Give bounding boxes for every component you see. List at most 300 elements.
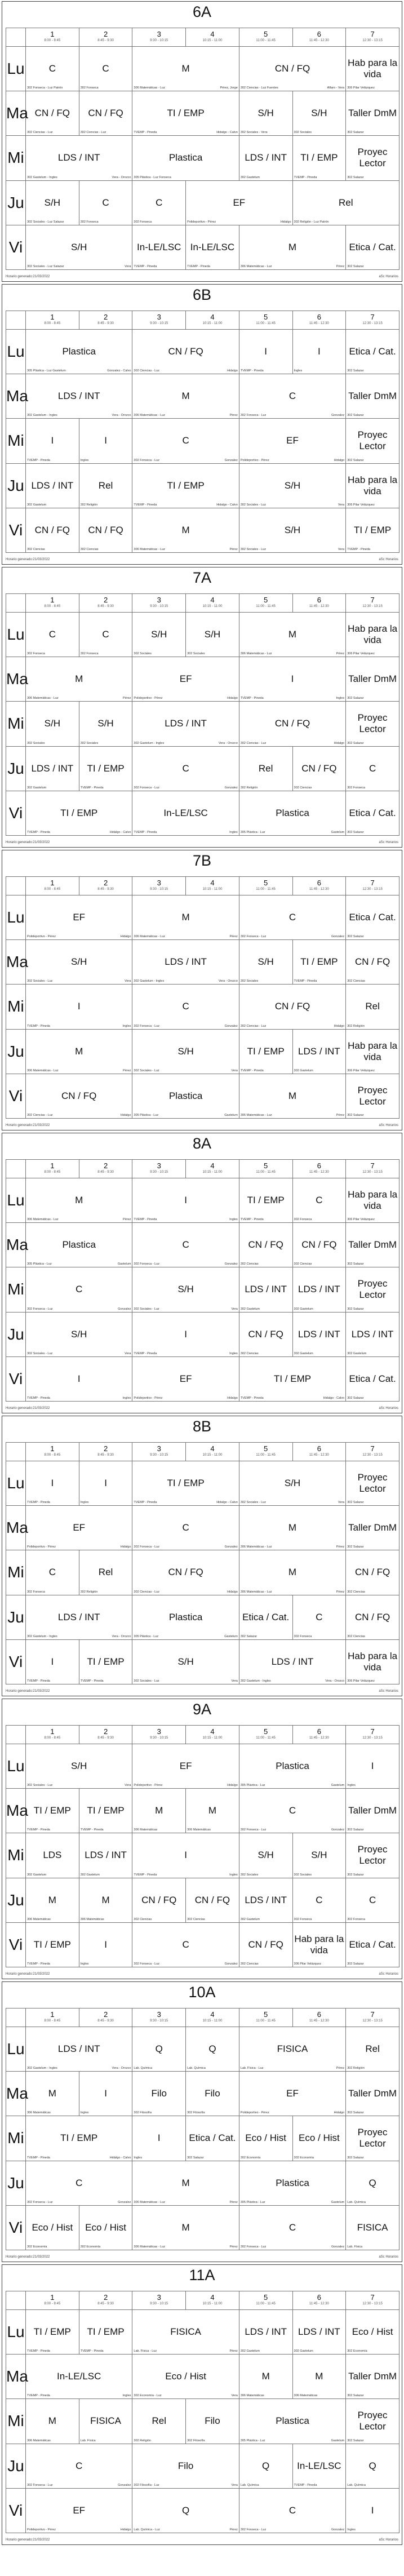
lesson-cell (26, 657, 132, 702)
period-header (346, 1726, 399, 1744)
subject-label: EF (179, 1761, 192, 1772)
subject-label: Filo (205, 2088, 220, 2099)
teacher-room-text: 302 Sociales - Luz Salazar (27, 265, 64, 268)
teacher-room-text: Polideportivo - Pérez (240, 458, 269, 462)
corner-cell (6, 1726, 26, 1744)
lesson-cell (239, 1506, 345, 1550)
teacher-room-text: Ingles (80, 458, 89, 462)
lesson-cell (239, 702, 345, 746)
teacher-room-line (27, 548, 78, 552)
lesson-cell (26, 2072, 79, 2116)
subject-label: Q (262, 2460, 270, 2471)
teacher-room-line (241, 786, 291, 790)
teacher-room-text: Ingles (229, 831, 238, 834)
teacher-room-text: 302 Religión (240, 786, 258, 790)
period-number: 3 (157, 1727, 161, 1736)
teacher-room-line (241, 503, 344, 507)
teacher-room-text: 305 Plástica - Luz (240, 2200, 265, 2204)
subject-label: I (184, 1195, 187, 1206)
subject-label: M (288, 241, 297, 252)
teacher-room-line (294, 1352, 345, 1356)
day-label: Mi (6, 1267, 26, 1312)
subject-label: C (76, 1284, 83, 1295)
teacher-room-text: 306 Matemáticas - Luz (134, 2245, 166, 2249)
subject-label: C (102, 197, 109, 208)
subject-label: Proyec Lector (357, 1472, 388, 1495)
teacher-room-line (81, 1828, 131, 1832)
lesson-cell (239, 419, 345, 463)
day-label: Vi (6, 1074, 26, 1118)
lesson-cell (346, 508, 399, 552)
period-time: 12:30 - 13:15 (362, 1453, 383, 1457)
subject-label: CN / FQ (34, 524, 70, 535)
teacher-room-line (347, 1962, 398, 1966)
teacher-room-text: Pérez (229, 548, 238, 551)
day-row (6, 2027, 399, 2072)
teacher-room-text: TVEMP - Pineda (27, 458, 50, 462)
lesson-cell (292, 1312, 346, 1356)
teacher-room-text: 306 Matemáticas (27, 2438, 51, 2442)
subject-label: C (182, 1239, 189, 1251)
period-header (132, 1160, 186, 1178)
subject-label: Q (181, 2504, 190, 2516)
teacher-room-text: TVEMP - Pineda (27, 2349, 50, 2353)
period-header (239, 1160, 292, 1178)
teacher-room-text: Pérez (336, 1590, 345, 1594)
period-time: 9:30 - 10:15 (150, 888, 168, 891)
page-footer (6, 840, 398, 845)
generator-brand: aSc Horarios (379, 2255, 398, 2259)
subject-label: CN / FQ (141, 1894, 177, 1905)
teacher-room-text: 302 Economía (80, 2245, 101, 2249)
teacher-room-text: Vera - Orozco (218, 741, 238, 745)
subject-label: I (51, 435, 54, 446)
teacher-room-text: 302 Fonseca (347, 786, 366, 790)
teacher-room-text: Vera (338, 1501, 345, 1505)
subject-label: I (104, 2088, 107, 2099)
teacher-room-line (81, 548, 131, 552)
teacher-room-line (241, 1114, 344, 1118)
period-time: 8:45 - 9:30 (97, 322, 114, 325)
teacher-room-text: 302 Gastelum (294, 2349, 313, 2353)
teacher-room-line (27, 2528, 131, 2532)
subject-label: Proyec Lector (357, 1278, 388, 1301)
teacher-room-text: Lab. Física - Luz (134, 2349, 157, 2353)
teacher-room-text: TVEMP - Pineda (27, 1024, 50, 1028)
lesson-cell (239, 1878, 292, 1922)
teacher-room-text: 302 Sociales - Luz (240, 548, 267, 551)
period-number: 1 (50, 1161, 55, 1170)
subject-label: Hab para la vida (348, 623, 398, 646)
period-header (186, 28, 239, 47)
subject-label: I (318, 346, 321, 357)
period-number: 4 (210, 1727, 215, 1736)
period-number: 1 (50, 879, 55, 887)
generated-date: Horario generado:21/03/2022 (6, 1972, 50, 1976)
subject-label: TI / EMP (33, 1939, 71, 1950)
lesson-cell (26, 702, 79, 746)
lesson-cell (239, 47, 345, 91)
lesson-cell (26, 2310, 79, 2355)
header-row (6, 1443, 399, 1461)
period-number: 7 (370, 313, 375, 321)
teacher-room-text: Vera - Orozco (218, 979, 238, 983)
subject-label: M (75, 673, 83, 685)
lesson-cell (346, 2072, 399, 2116)
teacher-room-line (27, 369, 131, 373)
teacher-room-line (347, 786, 398, 790)
subject-label: Hab para la vida (348, 1650, 398, 1673)
teacher-room-text: Lab. Física (347, 2245, 363, 2249)
lesson-cell (346, 91, 399, 136)
teacher-room-line (134, 2484, 237, 2488)
teacher-room-text: 302 Ciencias (240, 1262, 259, 1266)
teacher-room-text: 302 Salazar (347, 2156, 364, 2160)
day-row (6, 47, 399, 91)
period-time: 8:45 - 9:30 (97, 39, 114, 42)
lesson-cell (132, 330, 239, 374)
teacher-room-line (187, 2067, 238, 2070)
subject-label: Rel (98, 480, 113, 491)
period-number: 1 (50, 2293, 55, 2302)
teacher-room-line (81, 1962, 131, 1966)
teacher-room-text: 306 Matemáticas - Luz (240, 1114, 272, 1117)
teacher-room-text: 306 Matemáticas - Luz (27, 697, 59, 700)
subject-label: Filo (205, 2415, 220, 2427)
lesson-cell (132, 1074, 239, 1118)
period-time: 12:30 - 13:15 (362, 322, 383, 325)
corner-cell (6, 28, 26, 47)
teacher-room-line (347, 176, 398, 180)
teacher-room-line (27, 935, 131, 939)
generated-date: Horario generado:21/03/2022 (6, 2538, 50, 2542)
period-time: 9:30 - 10:15 (150, 2302, 168, 2305)
teacher-room-text: 302 Gastelum (27, 1873, 47, 1877)
teacher-room-line (27, 86, 78, 90)
lesson-cell (239, 1922, 292, 1967)
lesson-cell (239, 1550, 345, 1595)
subject-label: S/H (311, 1850, 327, 1861)
teacher-room-text: TVEMP - Pineda (27, 1962, 50, 1966)
period-header (132, 2009, 186, 2027)
day-label: Ma (6, 1223, 26, 1267)
teacher-room-text: 302 Salazar (347, 414, 364, 418)
teacher-room-text: 302 Sociales (27, 741, 45, 745)
period-header (132, 28, 186, 47)
lesson-cell (186, 613, 239, 657)
lesson-cell (346, 702, 399, 746)
teacher-room-line (241, 697, 344, 700)
day-row (6, 1074, 399, 1118)
period-number: 6 (317, 313, 321, 321)
teacher-room-text: 302 Salazar (347, 1545, 364, 1549)
teacher-room-text: 305 Plástica - Luz (240, 831, 265, 834)
subject-label: C (102, 63, 109, 74)
teacher-room-text: Pérez, Jorge (220, 86, 238, 90)
teacher-room-text: Gonzalez (224, 1545, 238, 1549)
subject-label: In-LE/LSC (163, 807, 208, 818)
lesson-cell (132, 374, 239, 419)
teacher-room-text: 305 Plástica - Luz (240, 1784, 265, 1788)
period-header (186, 877, 239, 895)
teacher-room-text: 302 Fonseca - Luz (27, 1307, 53, 1311)
lesson-cell (26, 985, 132, 1029)
subject-label: LDS / INT (165, 956, 207, 968)
period-header (186, 311, 239, 330)
lesson-cell (79, 508, 132, 552)
teacher-room-text: 302 Religión - Luz Patrón (294, 220, 329, 224)
teacher-room-text: Gonzalez (118, 2200, 131, 2204)
period-number: 4 (210, 313, 215, 321)
day-row (6, 330, 399, 374)
teacher-room-text: Vera - Orozco (112, 1634, 131, 1638)
lesson-cell (239, 1178, 292, 1223)
day-row (6, 1922, 399, 1967)
teacher-room-line (27, 831, 131, 835)
teacher-room-line (134, 1307, 237, 1311)
teacher-room-text: 302 Filosofía - Luz (134, 2483, 159, 2487)
teacher-room-line (241, 1501, 344, 1505)
period-header (292, 1160, 346, 1178)
day-row (6, 2310, 399, 2355)
period-time: 11:45 - 12:30 (309, 1170, 329, 1174)
teacher-room-text: 306 Matemáticas - Luz (27, 1218, 59, 1222)
day-row (6, 463, 399, 508)
timetable-title: 6A (192, 3, 212, 20)
teacher-room-line (241, 2201, 344, 2205)
day-label: Ju (6, 2161, 26, 2205)
lesson-cell (26, 1074, 132, 1118)
timetable-page (2, 1699, 402, 1979)
timetable-page (2, 2264, 402, 2545)
lesson-cell (79, 2399, 132, 2444)
lesson-cell (346, 613, 399, 657)
subject-label: CN / FQ (274, 1001, 310, 1012)
day-label: Vi (6, 225, 26, 269)
teacher-room-line (134, 1069, 237, 1073)
teacher-room-text: 302 Filosofía (187, 2111, 205, 2115)
teacher-room-line (241, 831, 344, 835)
lesson-cell (26, 1639, 79, 1684)
lesson-cell (26, 1267, 132, 1312)
teacher-room-text: 302 Ciencias - Luz (240, 1024, 267, 1028)
teacher-room-line (187, 2439, 238, 2443)
period-header (292, 877, 346, 895)
lesson-cell (346, 1789, 399, 1833)
period-number: 4 (210, 879, 215, 887)
day-label: Ju (6, 1029, 26, 1074)
lesson-cell (186, 225, 239, 269)
timetable-grid (6, 28, 399, 270)
teacher-room-text: 305 Plástica - Luz Gastelum (27, 369, 66, 373)
day-row (6, 1744, 399, 1789)
teacher-room-line (134, 697, 237, 700)
subject-label: C (316, 1611, 323, 1622)
teacher-room-text: 302 Gastelum (294, 1307, 313, 1311)
lesson-cell (132, 985, 239, 1029)
teacher-room-text: Vera (125, 979, 131, 983)
teacher-room-line (81, 2349, 131, 2353)
teacher-room-text: 306 Pilar Velázquez (347, 503, 375, 507)
corner-cell (6, 594, 26, 613)
subject-label: S/H (311, 108, 327, 119)
timetable-grid (6, 1725, 399, 1967)
teacher-room-text: 306 Pilar Velázquez (347, 86, 375, 90)
teacher-room-text: 306 Matemáticas (240, 2394, 264, 2398)
teacher-room-text: Vera (231, 2483, 238, 2487)
lesson-cell (26, 791, 132, 835)
teacher-room-text: Hidalgo (120, 1114, 131, 1117)
subject-label: TI / EMP (60, 807, 98, 818)
period-time: 11:00 - 11:45 (256, 39, 276, 42)
lesson-cell (346, 2399, 399, 2444)
subject-label: Proyec Lector (357, 429, 388, 452)
day-label: Ju (6, 746, 26, 791)
teacher-room-text: 302 Fonseca (294, 1218, 312, 1222)
period-number: 6 (317, 1161, 321, 1170)
lesson-cell (26, 613, 79, 657)
timetable-page (2, 1981, 402, 2262)
timetable-title: 8A (192, 1135, 212, 1152)
subject-label: M (288, 1090, 297, 1101)
lesson-cell (239, 2161, 345, 2205)
generator-brand: aSc Horarios (379, 1972, 398, 1976)
teacher-room-text: 302 Salazar (347, 2438, 364, 2442)
teacher-room-text: TVEMP - Pineda (134, 265, 157, 268)
subject-label: Proyec Lector (357, 147, 388, 169)
subject-label: Etica / Cat. (349, 241, 396, 252)
period-time: 9:30 - 10:15 (150, 1736, 168, 1740)
day-row (6, 136, 399, 180)
lesson-cell (346, 47, 399, 91)
teacher-room-line (187, 220, 291, 224)
lesson-cell (26, 1356, 132, 1401)
teacher-room-line (134, 1352, 237, 1356)
subject-label: S/H (177, 1045, 194, 1057)
period-time: 8:00 - 8:45 (44, 39, 61, 42)
teacher-room-text: Ingles (134, 2156, 143, 2160)
timetable-grid (6, 876, 399, 1119)
lesson-cell (132, 1878, 186, 1922)
teacher-room-text: Hidalgo (227, 697, 238, 700)
teacher-room-text: 302 Fonseca (294, 1634, 312, 1638)
teacher-room-text: 305 Plástica - Luz (134, 1634, 159, 1638)
teacher-room-text: 302 Sociales (294, 1873, 312, 1877)
day-row (6, 1223, 399, 1267)
teacher-room-text: 302 Salazar (347, 935, 364, 939)
subject-label: Rel (365, 2043, 380, 2055)
teacher-room-text: 302 Sociales - Luz (240, 503, 267, 507)
period-time: 9:30 - 10:15 (150, 1170, 168, 1174)
teacher-room-text: 302 Religión (347, 1024, 365, 1028)
period-number: 3 (157, 313, 161, 321)
lesson-cell (132, 1595, 239, 1639)
subject-label: In-LE/LSC (137, 241, 181, 252)
generated-date: Horario generado:21/03/2022 (6, 1690, 50, 1693)
period-time: 8:00 - 8:45 (44, 888, 61, 891)
teacher-room-line (134, 1396, 237, 1400)
subject-label: M (288, 629, 297, 640)
lesson-cell (346, 1595, 399, 1639)
teacher-room-line (134, 1918, 184, 1922)
period-time: 11:45 - 12:30 (309, 322, 329, 325)
teacher-room-text: TVEMP - Pineda (134, 1873, 157, 1877)
teacher-room-text: Lab. Física - Luz (240, 2067, 264, 2070)
teacher-room-line (27, 1545, 131, 1549)
teacher-room-line (27, 2201, 131, 2205)
subject-label: EF (73, 1522, 86, 1533)
teacher-room-text: Gastelum (224, 1634, 238, 1638)
teacher-room-line (347, 369, 398, 373)
lesson-cell (26, 2355, 132, 2399)
teacher-room-text: TVEMP - Pineda (347, 548, 371, 551)
subject-label: LDS / INT (298, 1045, 340, 1057)
teacher-room-text: 306 Pilar Velázquez (294, 1962, 322, 1966)
teacher-room-text: 302 Salazar (347, 1262, 364, 1266)
subject-label: Plastica (62, 1239, 96, 1251)
teacher-room-line (134, 1635, 237, 1639)
teacher-room-text: Vera - Orozco (112, 2067, 131, 2070)
timetable-title: 11A (189, 2267, 215, 2284)
day-label: Ma (6, 1789, 26, 1833)
subject-label: LDS / INT (245, 1894, 287, 1905)
period-time: 10:15 - 11:00 (202, 39, 223, 42)
teacher-room-text: TVEMP - Pineda (80, 1679, 104, 1683)
period-number: 5 (264, 313, 268, 321)
subject-label: LDS (43, 1850, 62, 1861)
period-time: 9:30 - 10:15 (150, 322, 168, 325)
period-number: 5 (264, 1444, 268, 1453)
teacher-room-line (241, 369, 291, 373)
subject-label: C (182, 1001, 189, 1012)
period-number: 1 (50, 313, 55, 321)
teacher-room-text: 306 Matemáticas (27, 2111, 51, 2115)
period-header (26, 1726, 79, 1744)
period-header (79, 1443, 132, 1461)
teacher-room-text: Pérez (123, 1068, 131, 1072)
teacher-room-text: 302 Religión (134, 2438, 151, 2442)
teacher-room-text: TVEMP - Pineda (134, 503, 157, 507)
generator-brand: aSc Horarios (379, 1124, 398, 1127)
period-time: 10:15 - 11:00 (202, 888, 223, 891)
day-row (6, 1595, 399, 1639)
lesson-cell (132, 2444, 239, 2488)
lesson-cell (346, 657, 399, 702)
teacher-room-text: TVEMP - Pineda (27, 1828, 50, 1832)
timetable-page (2, 1416, 402, 1696)
teacher-room-text: 302 Salazar (347, 1307, 364, 1311)
teacher-room-text: 302 Fonseca - Luz (27, 2483, 53, 2487)
period-number: 2 (103, 2010, 108, 2019)
header-row (6, 1160, 399, 1178)
day-label: Lu (6, 1744, 26, 1789)
subject-label: C (48, 1567, 56, 1578)
teacher-room-text: 302 Fonseca - Luz (240, 2245, 267, 2249)
teacher-room-line (81, 652, 131, 656)
teacher-room-text: Vera - Orozco (112, 175, 131, 179)
subject-label: Eco / Hist (85, 2222, 126, 2233)
teacher-room-line (81, 1590, 131, 1594)
lesson-cell (346, 2205, 399, 2250)
lesson-cell (292, 940, 346, 985)
period-header (186, 594, 239, 613)
subject-label: LDS / INT (165, 718, 207, 729)
lesson-cell (79, 180, 132, 225)
subject-label: LDS / INT (298, 2326, 340, 2338)
teacher-room-text: TVEMP - Pineda (134, 131, 157, 135)
teacher-room-line (134, 86, 237, 90)
period-header (26, 1443, 79, 1461)
